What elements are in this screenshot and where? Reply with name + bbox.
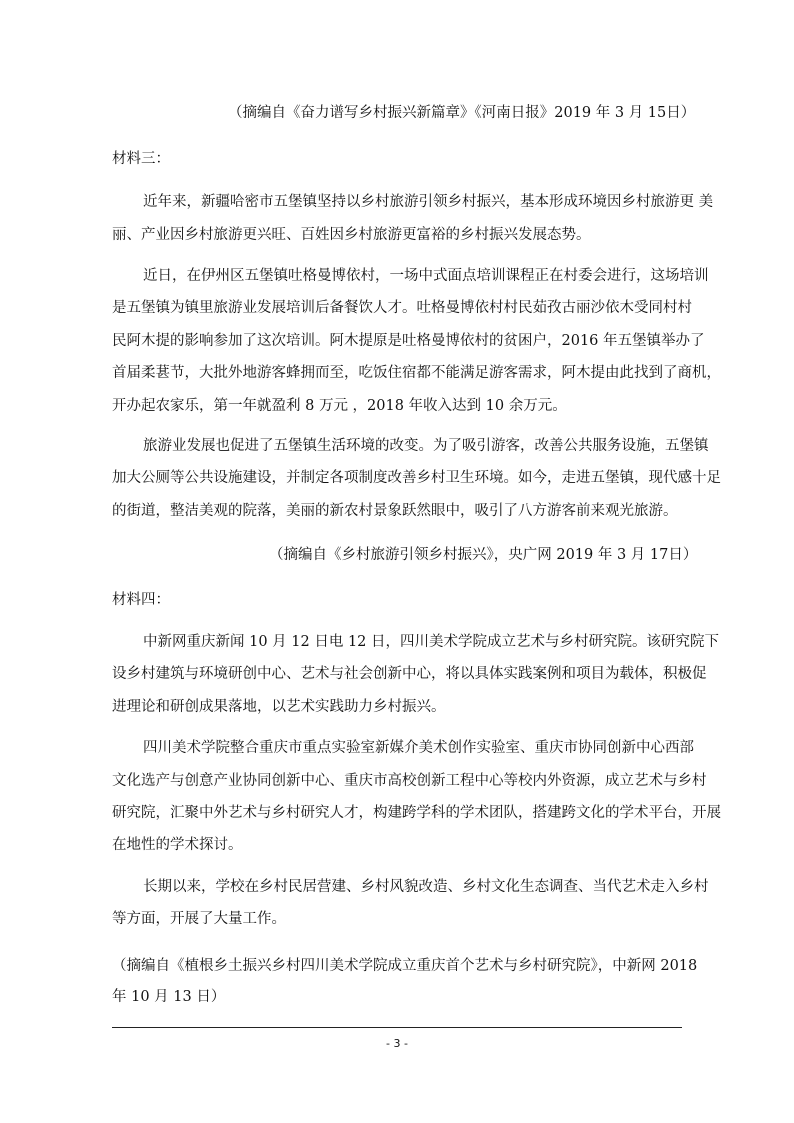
paragraph-line: 设乡村建筑与环境研创中心、艺术与社会创新中心，将以具体实践案例和项目为载体，积极促: [112, 666, 707, 682]
paragraph-line: 文化选产与创意产业协同创新中心、重庆市高校创新工程中心等校内外资源，成立艺术与乡村: [112, 773, 707, 789]
citation-source-2: （摘编自《乡村旅游引领乡村振兴》，央广网 2019 年 3 月 17日）: [269, 547, 698, 563]
paragraph-line: 近日，在伊州区五堡镇吐格曼博依村，一场中式面点培训课程正在村委会进行，这场培训: [143, 268, 709, 284]
paragraph-line: 丽、产业因乡村旅游更兴旺、百姓因乡村旅游更富裕的乡村振兴发展态势。: [112, 227, 591, 243]
paragraph-line: 民阿木提的影响参加了这次培训。阿木提原是吐格曼博依村的贫困户，2016 年五堡镇举办了: [112, 333, 705, 349]
citation-source-3: （摘编自《植根乡土振兴乡村四川美术学院成立重庆首个艺术与乡村研究院》，中新网 2018: [112, 958, 698, 974]
paragraph-line: 四川美术学院整合重庆市重点实验室新媒介美术创作实验室、重庆市协同创新中心西部: [143, 740, 694, 756]
paragraph-line: 进理论和研创成果落地，以艺术实践助力乡村振兴。: [112, 699, 446, 715]
paragraph-line: 开办起农家乐，第一年就盈利 8 万元 ，2018 年收入达到 10 余万元。: [112, 398, 567, 414]
page-number: - 3 -: [386, 1037, 408, 1050]
paragraph-line: 长期以来，学校在乡村民居营建、乡村风貌改造、乡村文化生态调查、当代艺术走入乡村: [143, 879, 709, 895]
paragraph-line: 中新网重庆新闻 10 月 12 日电 12 日，四川美术学院成立艺术与乡村研究院。该研究院下: [143, 634, 720, 650]
footer-divider: [112, 1027, 682, 1028]
paragraph-line: 等方面，开展了大量工作。: [112, 911, 286, 927]
paragraph-line: 在地性的学术探讨。: [112, 837, 243, 853]
paragraph-line: 首届柔葚节，大批外地游客蜂拥而至，吃饭住宿都不能满足游客需求，阿木提由此找到了商机，: [112, 365, 721, 381]
paragraph-line: 的街道，整洁美观的院落，美丽的新农村景象跃然眼中，吸引了八方游客前来观光旅游。: [112, 503, 678, 519]
citation-source-1: （摘编自《奋力谱写乡村振兴新篇章》《河南日报》2019 年 3 月 15日）: [228, 105, 696, 121]
paragraph-line: 是五堡镇为镇里旅游业发展培训后备餐饮人才。吐格曼博依村村民茹孜古丽沙依木受同村村: [112, 300, 692, 316]
paragraph-line: 旅游业发展也促进了五堡镇生活环境的改变。为了吸引游客，改善公共服务设施，五堡镇: [143, 438, 709, 454]
citation-source-3-cont: 年 10 月 13 日）: [112, 989, 226, 1005]
paragraph-line: 近年来，新疆哈密市五堡镇坚持以乡村旅游引领乡村振兴，基本形成环境因乡村旅游更 美: [143, 194, 714, 210]
section-heading-material-3: 材料三：: [112, 151, 170, 167]
section-heading-material-4: 材料四：: [112, 592, 170, 608]
paragraph-line: 加大公厕等公共设施建设，并制定各项制度改善乡村卫生环境。如今，走进五堡镇，现代感十足: [112, 470, 721, 486]
paragraph-line: 研究院，汇聚中外艺术与乡村研究人才，构建跨学科的学术团队，搭建跨文化的学术平台，开展: [112, 805, 721, 821]
